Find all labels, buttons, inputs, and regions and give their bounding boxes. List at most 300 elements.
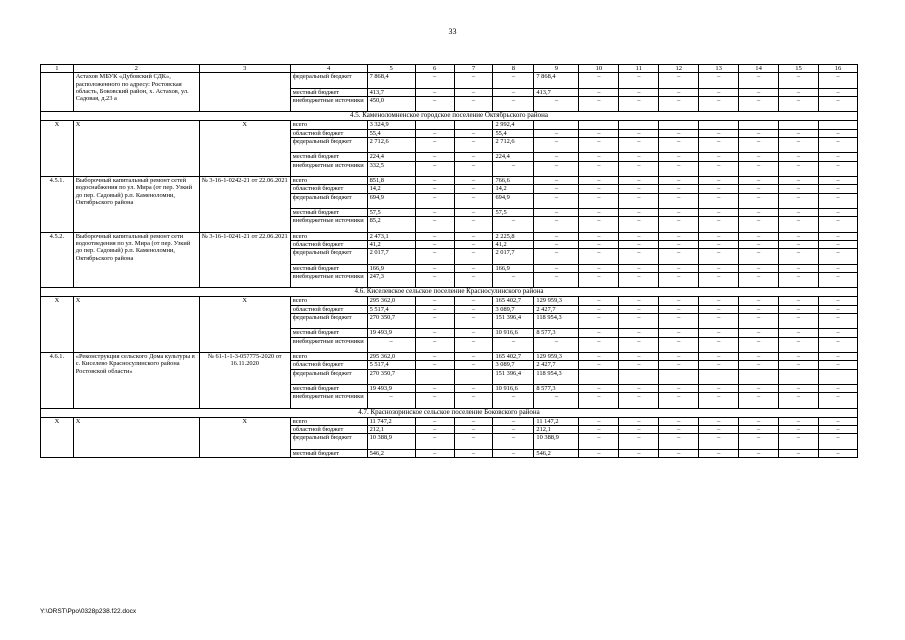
table-row xyxy=(41,177,858,185)
value-cell: – xyxy=(779,153,819,161)
value-cell: – xyxy=(415,313,454,328)
value-cell: 118 954,3 xyxy=(534,313,579,328)
value-cell: – xyxy=(619,241,659,249)
column-number-cell: 1 xyxy=(41,65,74,73)
value-cell: – xyxy=(818,434,857,449)
value-cell: – xyxy=(415,273,454,288)
column-number-cell: 6 xyxy=(415,65,454,73)
value-cell: 212,1 xyxy=(534,426,579,434)
value-cell: – xyxy=(699,73,739,88)
value-cell: – xyxy=(779,426,819,434)
value-cell: – xyxy=(818,129,857,137)
footer-file-path: Y:\ORST\Ppo\0328p238.f22.docx xyxy=(40,608,137,615)
value-cell: – xyxy=(659,185,699,193)
value-cell: – xyxy=(818,137,857,152)
value-cell: – xyxy=(739,232,779,240)
value-cell: – xyxy=(534,273,579,288)
value-cell: 2 473,1 xyxy=(367,232,415,240)
value-cell: – xyxy=(579,329,619,337)
value-cell: – xyxy=(659,337,699,352)
value-cell: – xyxy=(619,434,659,449)
value-cell: – xyxy=(818,217,857,232)
value-cell: – xyxy=(659,273,699,288)
funding-source-cell: федеральный бюджет xyxy=(290,249,367,264)
value-cell: – xyxy=(579,153,619,161)
expertise-number-cell: Х xyxy=(199,121,290,177)
value-cell: – xyxy=(779,361,819,369)
value-cell: – xyxy=(454,385,493,393)
value-cell: – xyxy=(699,209,739,217)
object-name-cell: Х xyxy=(73,121,199,177)
value-cell: – xyxy=(579,305,619,313)
value-cell: – xyxy=(454,209,493,217)
value-cell: – xyxy=(699,385,739,393)
value-cell: – xyxy=(739,177,779,185)
value-cell: – xyxy=(619,209,659,217)
value-cell: – xyxy=(454,417,493,425)
value-cell: – xyxy=(579,297,619,305)
value-cell: – xyxy=(415,426,454,434)
value-cell: – xyxy=(534,264,579,272)
value-cell: – xyxy=(534,185,579,193)
value-cell: – xyxy=(779,393,819,408)
value-cell: 14,2 xyxy=(367,185,415,193)
value-cell: 295 362,0 xyxy=(367,297,415,305)
value-cell: – xyxy=(454,88,493,96)
value-cell: – xyxy=(619,96,659,111)
value-cell: – xyxy=(367,393,415,408)
value-cell: – xyxy=(779,88,819,96)
value-cell xyxy=(659,369,699,384)
value-cell: – xyxy=(415,329,454,337)
value-cell: – xyxy=(818,449,857,457)
funding-source-cell: всего xyxy=(290,121,367,129)
funding-source-cell: местный бюджет xyxy=(290,449,367,457)
value-cell: – xyxy=(415,393,454,408)
value-cell: – xyxy=(579,88,619,96)
value-cell: – xyxy=(779,385,819,393)
value-cell: 2 992,4 xyxy=(493,121,534,129)
value-cell: – xyxy=(619,88,659,96)
expertise-number-cell: № 3-16-1-0241-21 от 22.06.2021 xyxy=(199,232,290,288)
value-cell: – xyxy=(818,96,857,111)
value-cell: 165 402,7 xyxy=(493,353,534,361)
value-cell: – xyxy=(699,393,739,408)
value-cell: – xyxy=(619,353,659,361)
value-cell: 3 089,7 xyxy=(493,361,534,369)
value-cell: 11 147,2 xyxy=(534,417,579,425)
value-cell: 2 225,8 xyxy=(493,232,534,240)
value-cell: – xyxy=(779,73,819,88)
value-cell: – xyxy=(818,193,857,208)
value-cell: – xyxy=(699,337,739,352)
column-number-cell: 5 xyxy=(367,65,415,73)
value-cell: 694,9 xyxy=(493,193,534,208)
value-cell: – xyxy=(779,313,819,328)
table-row xyxy=(41,232,858,240)
funding-source-cell: внебюджетные источники xyxy=(290,96,367,111)
value-cell: 295 362,0 xyxy=(367,353,415,361)
value-cell: – xyxy=(415,161,454,176)
value-cell: – xyxy=(659,241,699,249)
value-cell: – xyxy=(415,305,454,313)
value-cell: – xyxy=(779,305,819,313)
value-cell: 224,4 xyxy=(367,153,415,161)
value-cell: 10 916,6 xyxy=(493,385,534,393)
value-cell: 546,2 xyxy=(367,449,415,457)
value-cell: 10 388,9 xyxy=(534,434,579,449)
value-cell: 2 712,6 xyxy=(367,137,415,152)
value-cell: 10 388,9 xyxy=(367,434,415,449)
value-cell: – xyxy=(534,232,579,240)
value-cell: – xyxy=(454,217,493,232)
value-cell: – xyxy=(739,353,779,361)
value-cell: – xyxy=(699,161,739,176)
value-cell xyxy=(818,369,857,384)
funding-source-cell: областной бюджет xyxy=(290,305,367,313)
value-cell: 19 493,9 xyxy=(367,329,415,337)
value-cell: – xyxy=(818,297,857,305)
funding-source-cell: местный бюджет xyxy=(290,209,367,217)
value-cell: – xyxy=(739,217,779,232)
value-cell: 2 017,7 xyxy=(367,249,415,264)
funding-source-cell: федеральный бюджет xyxy=(290,137,367,152)
section-title: 4.6. Киселевское сельское поселение Красносулинского района xyxy=(41,288,858,297)
value-cell: 151 396,4 xyxy=(493,369,534,384)
value-cell: – xyxy=(699,329,739,337)
value-cell: – xyxy=(779,209,819,217)
value-cell: – xyxy=(818,313,857,328)
expertise-number-cell xyxy=(199,73,290,112)
value-cell: – xyxy=(659,385,699,393)
column-number-cell: 11 xyxy=(619,65,659,73)
value-cell: – xyxy=(699,353,739,361)
value-cell: – xyxy=(818,353,857,361)
column-numbers-row xyxy=(41,65,858,73)
table-row xyxy=(41,417,858,425)
column-number-cell: 4 xyxy=(290,65,367,73)
value-cell: – xyxy=(415,264,454,272)
funding-source-cell: местный бюджет xyxy=(290,153,367,161)
section-title-row xyxy=(41,112,858,121)
value-cell: – xyxy=(579,385,619,393)
value-cell: – xyxy=(739,88,779,96)
column-number-cell: 14 xyxy=(739,65,779,73)
value-cell: – xyxy=(619,313,659,328)
value-cell: – xyxy=(493,426,534,434)
funding-source-cell: областной бюджет xyxy=(290,361,367,369)
value-cell: – xyxy=(415,385,454,393)
column-number-cell: 10 xyxy=(579,65,619,73)
value-cell: – xyxy=(739,393,779,408)
funding-source-cell: областной бюджет xyxy=(290,185,367,193)
value-cell: – xyxy=(415,96,454,111)
value-cell: – xyxy=(659,426,699,434)
value-cell: 2 427,7 xyxy=(534,305,579,313)
value-cell: – xyxy=(454,161,493,176)
object-name-cell: Астахов МБУК «Дубовский СДК», расположенного по адресу: Ростовская область, Боковский район, х. Астахов, ул. Садовая, д.23 а xyxy=(73,73,199,112)
value-cell: – xyxy=(534,249,579,264)
value-cell: – xyxy=(739,385,779,393)
value-cell: – xyxy=(818,305,857,313)
value-cell: – xyxy=(699,297,739,305)
table-body xyxy=(41,65,858,458)
value-cell: 5 517,4 xyxy=(367,305,415,313)
value-cell: – xyxy=(579,185,619,193)
funding-source-cell: областной бюджет xyxy=(290,426,367,434)
value-cell: – xyxy=(493,96,534,111)
value-cell: – xyxy=(454,73,493,88)
table-row xyxy=(41,121,858,129)
value-cell: – xyxy=(454,96,493,111)
value-cell: – xyxy=(579,161,619,176)
section-title: 4.5. Каменоломненское городское поселение Октябрьского района xyxy=(41,112,858,121)
value-cell: 7 868,4 xyxy=(534,73,579,88)
value-cell: – xyxy=(415,232,454,240)
object-name-cell: Выборочный капитальный ремонт сетей водоснабжения по ул. Мира (от пер. Узкий до пер. Садовый) р.п. Каменоломни, Октябрьского района xyxy=(73,177,199,233)
column-number-cell: 15 xyxy=(779,65,819,73)
value-cell: 8 577,3 xyxy=(534,385,579,393)
value-cell: 413,7 xyxy=(534,88,579,96)
value-cell: – xyxy=(619,249,659,264)
value-cell: – xyxy=(779,273,819,288)
value-cell: – xyxy=(659,96,699,111)
value-cell: 55,4 xyxy=(367,129,415,137)
financing-table xyxy=(40,64,858,458)
value-cell: – xyxy=(818,241,857,249)
value-cell: – xyxy=(739,161,779,176)
expertise-number-cell: Х xyxy=(199,417,290,457)
object-name-cell: «Реконструкция сельского Дома культуры в с. Киселево Красносулинского района Ростовской области» xyxy=(73,353,199,409)
value-cell xyxy=(739,369,779,384)
value-cell: – xyxy=(659,393,699,408)
value-cell: – xyxy=(659,161,699,176)
item-number-cell xyxy=(41,73,74,112)
value-cell: – xyxy=(619,329,659,337)
funding-source-cell: федеральный бюджет xyxy=(290,369,367,384)
value-cell: – xyxy=(659,129,699,137)
value-cell: – xyxy=(779,417,819,425)
value-cell: – xyxy=(454,185,493,193)
value-cell: – xyxy=(579,249,619,264)
value-cell: – xyxy=(415,434,454,449)
value-cell: – xyxy=(493,73,534,88)
value-cell: 3 324,9 xyxy=(367,121,415,129)
value-cell: – xyxy=(367,337,415,352)
value-cell: – xyxy=(659,449,699,457)
value-cell: – xyxy=(779,96,819,111)
value-cell: – xyxy=(579,361,619,369)
value-cell: – xyxy=(739,129,779,137)
value-cell: 3 089,7 xyxy=(493,305,534,313)
value-cell: – xyxy=(619,297,659,305)
item-number-cell: Х xyxy=(41,417,74,457)
value-cell: – xyxy=(699,434,739,449)
value-cell: – xyxy=(659,232,699,240)
value-cell: – xyxy=(818,73,857,88)
value-cell: – xyxy=(619,264,659,272)
value-cell: – xyxy=(579,193,619,208)
column-number-cell: 12 xyxy=(659,65,699,73)
table-row xyxy=(41,297,858,305)
value-cell: – xyxy=(739,434,779,449)
value-cell: – xyxy=(619,185,659,193)
value-cell: – xyxy=(739,305,779,313)
value-cell: – xyxy=(534,161,579,176)
section-title: 4.7. Краснозоринское сельское поселение Боковского района xyxy=(41,408,858,417)
value-cell: – xyxy=(659,434,699,449)
value-cell xyxy=(699,121,739,129)
value-cell: 450,0 xyxy=(367,96,415,111)
value-cell: 224,4 xyxy=(493,153,534,161)
value-cell: – xyxy=(659,417,699,425)
value-cell: – xyxy=(659,249,699,264)
value-cell: – xyxy=(818,329,857,337)
section-title-row xyxy=(41,408,858,417)
value-cell: – xyxy=(619,417,659,425)
value-cell: – xyxy=(699,177,739,185)
object-name-cell: Х xyxy=(73,297,199,353)
value-cell: – xyxy=(818,361,857,369)
value-cell: – xyxy=(818,185,857,193)
value-cell: – xyxy=(699,361,739,369)
value-cell: – xyxy=(415,241,454,249)
value-cell: 55,4 xyxy=(493,129,534,137)
value-cell: – xyxy=(534,393,579,408)
value-cell: – xyxy=(415,449,454,457)
value-cell xyxy=(534,121,579,129)
funding-source-cell: всего xyxy=(290,232,367,240)
value-cell: 57,5 xyxy=(367,209,415,217)
value-cell: – xyxy=(454,241,493,249)
value-cell: – xyxy=(739,153,779,161)
value-cell: – xyxy=(779,193,819,208)
value-cell: – xyxy=(699,273,739,288)
value-cell: – xyxy=(619,385,659,393)
value-cell xyxy=(779,121,819,129)
value-cell: – xyxy=(454,337,493,352)
value-cell: – xyxy=(534,241,579,249)
value-cell: 851,8 xyxy=(367,177,415,185)
value-cell: – xyxy=(579,449,619,457)
value-cell: – xyxy=(493,449,534,457)
value-cell: – xyxy=(619,361,659,369)
value-cell: – xyxy=(659,73,699,88)
value-cell: 129 959,3 xyxy=(534,353,579,361)
value-cell: – xyxy=(415,129,454,137)
value-cell: – xyxy=(659,361,699,369)
value-cell xyxy=(699,369,739,384)
funding-source-cell: внебюджетные источники xyxy=(290,161,367,176)
value-cell: 118 954,3 xyxy=(534,369,579,384)
value-cell: – xyxy=(415,361,454,369)
value-cell: 14,2 xyxy=(493,185,534,193)
value-cell: – xyxy=(699,426,739,434)
value-cell: – xyxy=(579,177,619,185)
value-cell: – xyxy=(534,217,579,232)
table-row xyxy=(41,353,858,361)
value-cell: – xyxy=(619,305,659,313)
column-number-cell: 13 xyxy=(699,65,739,73)
value-cell: – xyxy=(739,96,779,111)
value-cell: 10 916,6 xyxy=(493,329,534,337)
value-cell: – xyxy=(579,217,619,232)
value-cell: – xyxy=(659,353,699,361)
value-cell: – xyxy=(415,417,454,425)
value-cell: – xyxy=(579,337,619,352)
value-cell: – xyxy=(659,209,699,217)
value-cell: – xyxy=(739,449,779,457)
value-cell: – xyxy=(699,137,739,152)
value-cell: – xyxy=(779,137,819,152)
funding-source-cell: внебюджетные источники xyxy=(290,393,367,408)
value-cell: – xyxy=(534,153,579,161)
value-cell: – xyxy=(579,393,619,408)
funding-source-cell: внебюджетные источники xyxy=(290,217,367,232)
value-cell: 129 959,3 xyxy=(534,297,579,305)
value-cell: – xyxy=(739,297,779,305)
value-cell: – xyxy=(534,177,579,185)
value-cell: – xyxy=(699,313,739,328)
funding-source-cell: всего xyxy=(290,353,367,361)
value-cell: – xyxy=(699,249,739,264)
funding-source-cell: местный бюджет xyxy=(290,88,367,96)
value-cell: – xyxy=(739,209,779,217)
value-cell: – xyxy=(699,241,739,249)
value-cell: – xyxy=(779,353,819,361)
value-cell: 57,5 xyxy=(493,209,534,217)
item-number-cell: 4.6.1. xyxy=(41,353,74,409)
value-cell: – xyxy=(415,249,454,264)
value-cell xyxy=(619,369,659,384)
funding-source-cell: федеральный бюджет xyxy=(290,193,367,208)
value-cell: – xyxy=(699,417,739,425)
value-cell: – xyxy=(818,273,857,288)
value-cell: – xyxy=(579,209,619,217)
value-cell: – xyxy=(619,449,659,457)
funding-source-cell: местный бюджет xyxy=(290,329,367,337)
value-cell: – xyxy=(699,185,739,193)
funding-source-cell: местный бюджет xyxy=(290,385,367,393)
value-cell: – xyxy=(779,264,819,272)
page-number: 33 xyxy=(448,27,457,36)
value-cell: – xyxy=(415,177,454,185)
value-cell: – xyxy=(739,193,779,208)
funding-source-cell: всего xyxy=(290,417,367,425)
value-cell xyxy=(454,369,493,384)
funding-source-cell: местный бюджет xyxy=(290,264,367,272)
value-cell: – xyxy=(699,217,739,232)
value-cell: – xyxy=(415,153,454,161)
value-cell: – xyxy=(493,161,534,176)
value-cell: – xyxy=(818,232,857,240)
value-cell xyxy=(659,121,699,129)
value-cell: 166,9 xyxy=(367,264,415,272)
value-cell: – xyxy=(739,417,779,425)
value-cell: – xyxy=(739,264,779,272)
value-cell: – xyxy=(619,426,659,434)
value-cell: – xyxy=(454,153,493,161)
value-cell: – xyxy=(779,329,819,337)
value-cell: – xyxy=(619,177,659,185)
value-cell: – xyxy=(739,73,779,88)
value-cell: – xyxy=(454,434,493,449)
value-cell: – xyxy=(619,217,659,232)
value-cell: – xyxy=(534,337,579,352)
funding-source-cell: внебюджетные источники xyxy=(290,273,367,288)
value-cell: 766,6 xyxy=(493,177,534,185)
value-cell: – xyxy=(534,129,579,137)
